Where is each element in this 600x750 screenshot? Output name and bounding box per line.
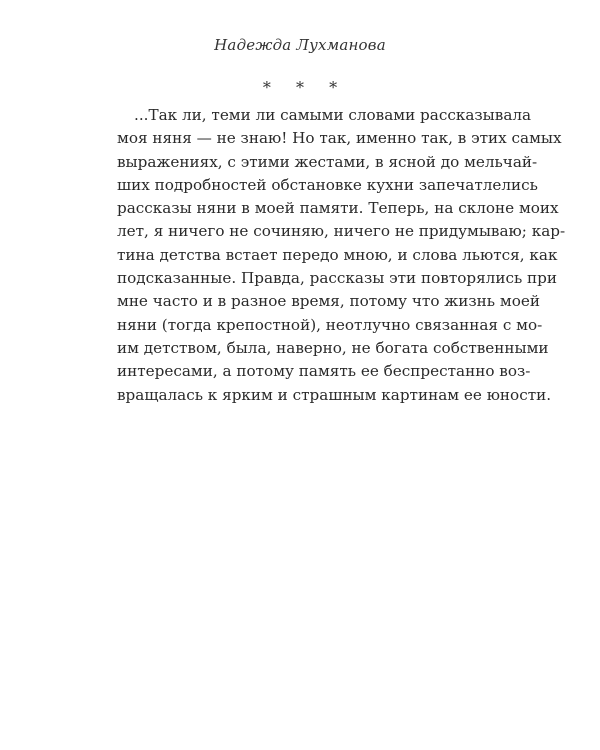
paragraph-line: ших подробностей обстановке кухни запечатлелись <box>117 175 538 194</box>
paragraph-line: ...Так ли, теми ли самыми словами рассказывала <box>134 106 532 124</box>
paragraph-line: рассказы няни в моей памяти. Теперь, на склоне моих <box>117 199 559 218</box>
paragraph-line: интересами, а потому память ее беспрестанно воз- <box>117 362 531 381</box>
paragraph-line: выражениях, с этими жестами, в ясной до мельчай- <box>117 152 538 171</box>
paragraph-line: тина детства встает передо мною, и слова льются, как <box>117 245 558 264</box>
paragraph-line: им детством, была, наверно, не богата собственными <box>117 338 549 357</box>
paragraph-line: вращалась к ярким и страшным картинам ее юности. <box>117 385 552 404</box>
running-header-author: Надежда Лухманова <box>214 36 386 54</box>
paragraph-line: няни (тогда крепостной), неотлучно связанная с мо- <box>117 315 543 334</box>
paragraph <box>117 104 566 407</box>
paragraph-line: моя няня — не знаю! Но так, именно так, в этих самых <box>117 129 562 148</box>
paragraph-line: подсказанные. Правда, рассказы эти повторялись при <box>117 269 558 288</box>
section-divider: * * * <box>262 78 348 97</box>
paragraph-line: мне часто и в разное время, потому что жизнь моей <box>117 292 540 311</box>
paragraph-line: лет, я ничего не сочиняю, ничего не придумываю; кар- <box>117 222 566 241</box>
